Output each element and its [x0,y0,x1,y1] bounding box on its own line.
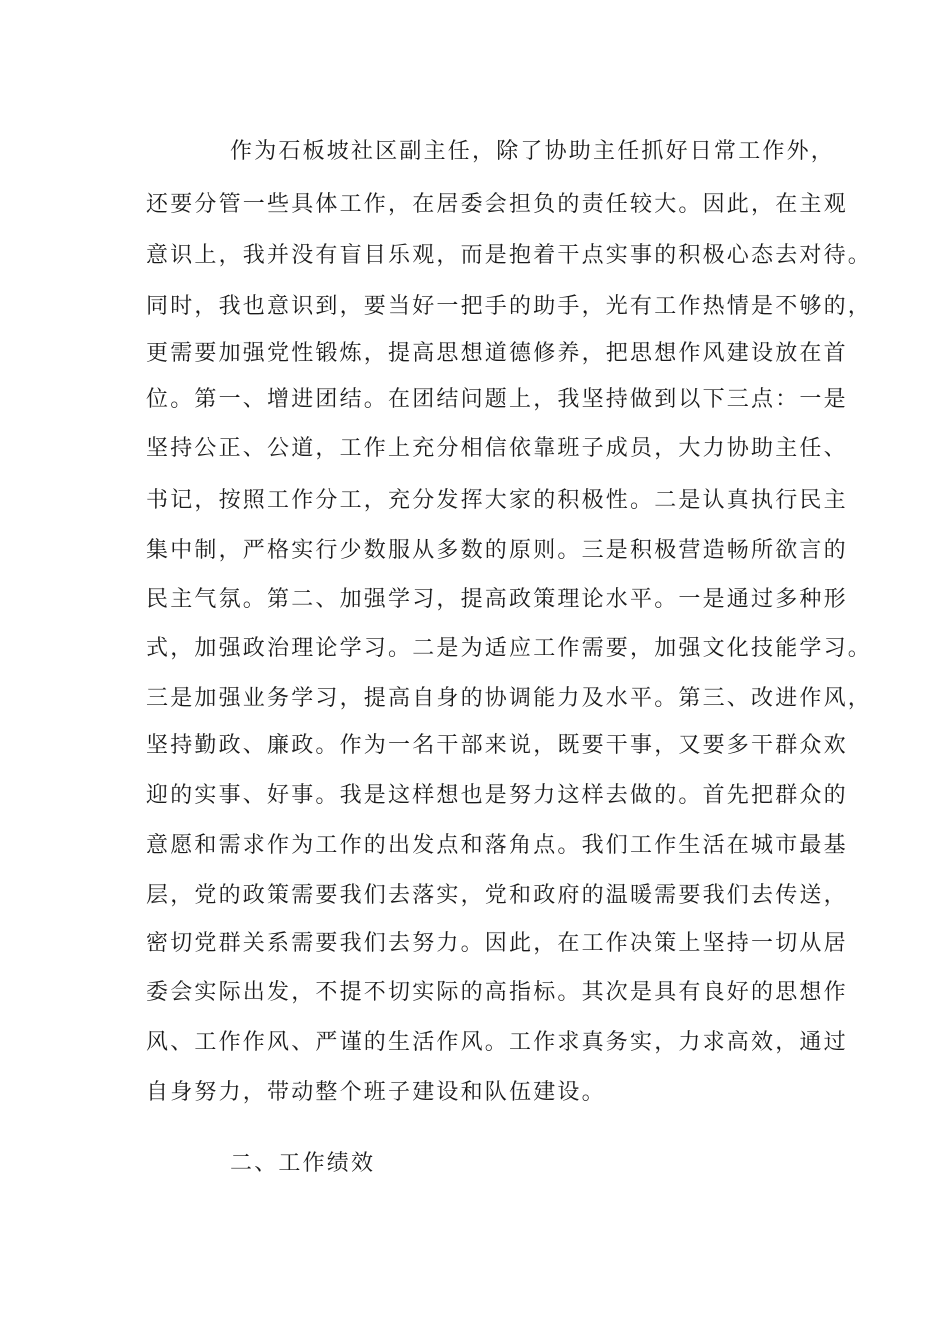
paragraph-line-7: 坚持公正、公道，工作上充分相信依靠班子成员，大力协助主任、 [146,436,848,461]
section-heading: 二、工作绩效 [230,1151,376,1176]
paragraph-line-12: 三是加强业务学习，提高自身的协调能力及水平。第三、改进作风， [146,686,873,711]
paragraph-line-6: 位。第一、增进团结。在团结问题上，我坚持做到以下三点：一是 [146,387,848,412]
paragraph-line-18: 委会实际出发，不提不切实际的高指标。其次是具有良好的思想作 [146,980,848,1005]
paragraph-line-9: 集中制，严格实行少数服从多数的原则。三是积极营造畅所欲言的 [146,538,848,563]
paragraph-line-2: 还要分管一些具体工作，在居委会担负的责任较大。因此，在主观 [146,192,848,217]
paragraph-line-11: 式，加强政治理论学习。二是为适应工作需要，加强文化技能学习。 [146,636,873,661]
paragraph-line-19: 风、工作作风、严谨的生活作风。工作求真务实，力求高效，通过 [146,1030,848,1055]
paragraph-line-3: 意识上，我并没有盲目乐观，而是抱着干点实事的积极心态去对待。 [146,243,873,268]
paragraph-line-13: 坚持勤政、廉政。作为一名干部来说，既要干事，又要多干群众欢 [146,733,848,758]
paragraph-line-10: 民主气氛。第二、加强学习，提高政策理论水平。一是通过多种形 [146,587,848,612]
paragraph-line-17: 密切党群关系需要我们去努力。因此，在工作决策上坚持一切从居 [146,931,848,956]
paragraph-line-5: 更需要加强党性锻炼，提高思想道德修养，把思想作风建设放在首 [146,341,848,366]
paragraph-line-20: 自身努力，带动整个班子建设和队伍建设。 [146,1080,606,1105]
paragraph-line-4: 同时，我也意识到，要当好一把手的助手，光有工作热情是不够的， [146,294,873,319]
paragraph-line-14: 迎的实事、好事。我是这样想也是努力这样去做的。首先把群众的 [146,783,848,808]
paragraph-line-1: 作为石板坡社区副主任，除了协助主任抓好日常工作外， [230,139,836,164]
paragraph-line-15: 意愿和需求作为工作的出发点和落角点。我们工作生活在城市最基 [146,833,848,858]
paragraph-line-16: 层，党的政策需要我们去落实，党和政府的温暖需要我们去传送， [146,883,848,908]
paragraph-line-8: 书记，按照工作分工，充分发挥大家的积极性。二是认真执行民主 [146,488,848,513]
